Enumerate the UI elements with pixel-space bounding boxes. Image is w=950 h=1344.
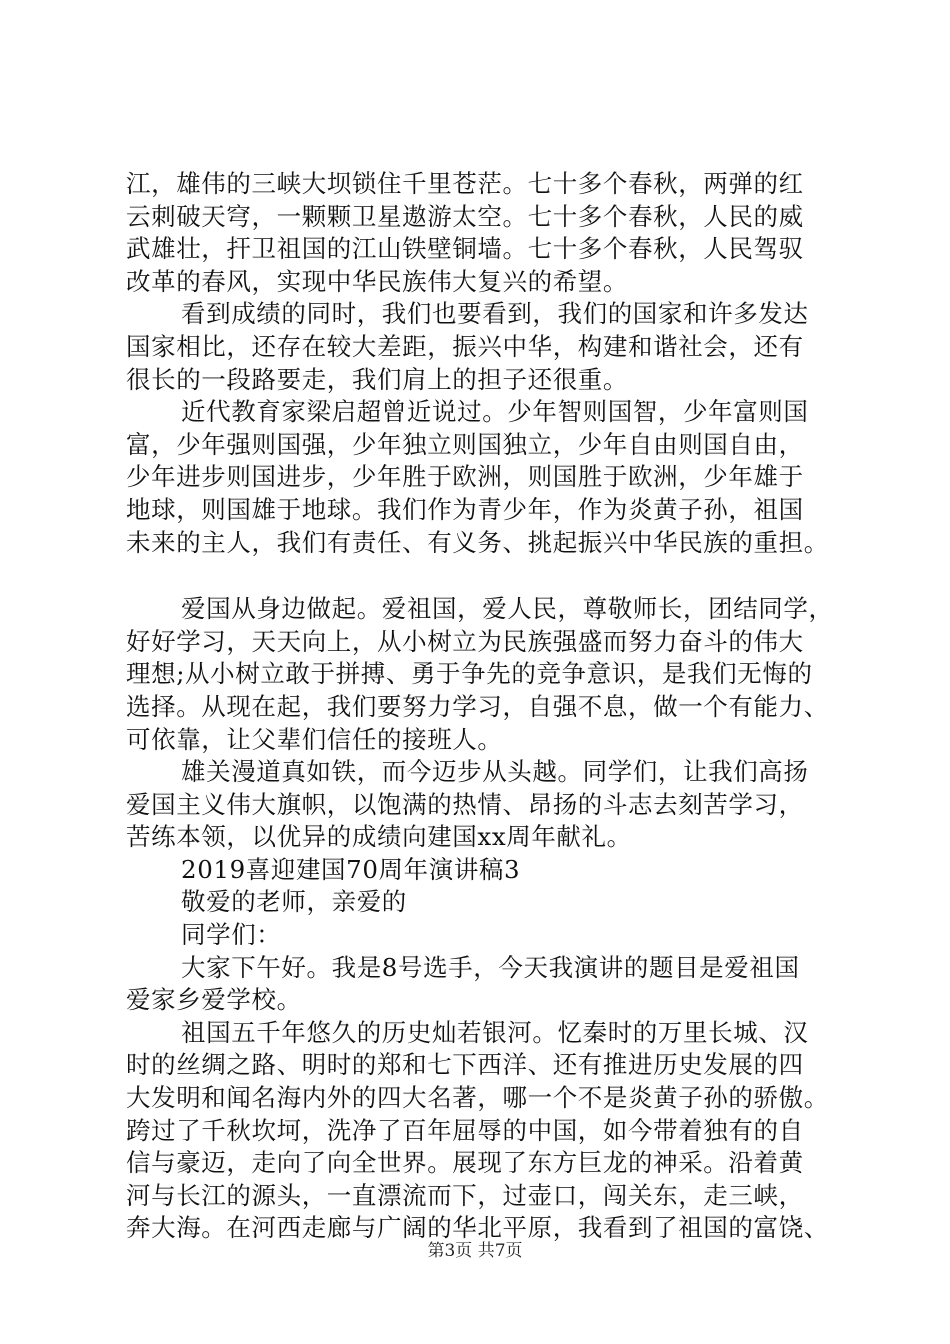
paragraph-first-line: 祖国五千年悠久的历史灿若银河。忆秦时的万里长城、汉	[181, 1017, 809, 1047]
text-line: 大发明和闻名海内外的四大名著，哪一个不是炎黄子孙的骄傲。	[126, 1083, 829, 1113]
text-line: 富，少年强则国强，少年独立则国独立，少年自由则国自由，	[126, 429, 804, 459]
text-line: 江，雄伟的三峡大坝锁住千里苍茫。七十多个春秋，两弹的红	[126, 169, 804, 198]
text-line: 很长的一段路要走，我们肩上的担子还很重。	[126, 364, 628, 394]
text-line: 国家相比，还存在较大差距，振兴中华，构建和谐社会，还有	[126, 331, 804, 361]
text-line: 改革的春风，实现中华民族伟大复兴的希望。	[126, 266, 628, 296]
text-line: 河与长江的源头，一直漂流而下，过壶口，闯关东，走三峡，	[126, 1180, 804, 1210]
text-line: 时的丝绸之路、明时的郑和七下西洋、还有推进历史发展的四	[126, 1050, 804, 1080]
text-line: 信与豪迈，走向了向全世界。展现了东方巨龙的神采。沿着黄	[126, 1148, 804, 1178]
paragraph-first-line: 大家下午好。我是8号选手，今天我演讲的题目是爱祖国	[181, 952, 800, 982]
text-line: 地球，则国雄于地球。我们作为青少年，作为炎黄子孙，祖国	[126, 494, 804, 524]
paragraph-first-line: 近代教育家梁启超曾近说过。少年智则国智，少年富则国	[181, 397, 809, 427]
paragraph-first-line: 雄关漫道真如铁，而今迈步从头越。同学们，让我们高扬	[181, 757, 809, 787]
text-line: 未来的主人，我们有责任、有义务、挑起振兴中华民族的重担。	[126, 527, 829, 557]
text-line: 爱国主义伟大旗帜，以饱满的热情、昂扬的斗志去刻苦学习，	[126, 789, 804, 819]
salutation: 敬爱的老师，亲爱的	[181, 887, 407, 917]
text-line: 苦练本领，以优异的成绩向建国xx周年献礼。	[126, 822, 632, 852]
text-line: 云刺破天穹，一颗颗卫星遨游太空。七十多个春秋，人民的威	[126, 201, 804, 231]
document-body	[126, 168, 856, 1245]
text-line: 理想;从小树立敢于拼搏、勇于争先的竞争意识，是我们无悔的	[126, 659, 813, 689]
text-line: 武雄壮，扞卫祖国的江山铁壁铜墙。七十多个春秋，人民驾驭	[126, 234, 804, 264]
text-line: 奔大海。在河西走廊与广阔的华北平原，我看到了祖国的富饶、	[126, 1213, 829, 1243]
text-line: 少年进步则国进步，少年胜于欧洲，则国胜于欧洲，少年雄于	[126, 462, 804, 492]
text-line: 爱家乡爱学校。	[126, 985, 302, 1015]
text-line: 跨过了千秋坎坷，洗净了百年屈辱的中国，如今带着独有的自	[126, 1115, 804, 1145]
section-heading: 2019喜迎建国70周年演讲稿3	[181, 854, 521, 884]
text-line: 选择。从现在起，我们要努力学习，自强不息，做一个有能力、	[126, 691, 829, 721]
page-number-footer: 第3页 共7页	[427, 1241, 523, 1261]
text-line: 可依靠，让父辈们信任的接班人。	[126, 724, 503, 754]
paragraph-first-line: 看到成绩的同时，我们也要看到，我们的国家和许多发达	[181, 299, 809, 329]
paragraph-first-line: 爱国从身边做起。爱祖国，爱人民，尊敬师长，团结同学，	[181, 594, 834, 624]
text-line: 好好学习，天天向上，从小树立为民族强盛而努力奋斗的伟大	[126, 626, 804, 656]
salutation: 同学们：	[181, 920, 282, 950]
paragraph-gap	[126, 559, 856, 593]
